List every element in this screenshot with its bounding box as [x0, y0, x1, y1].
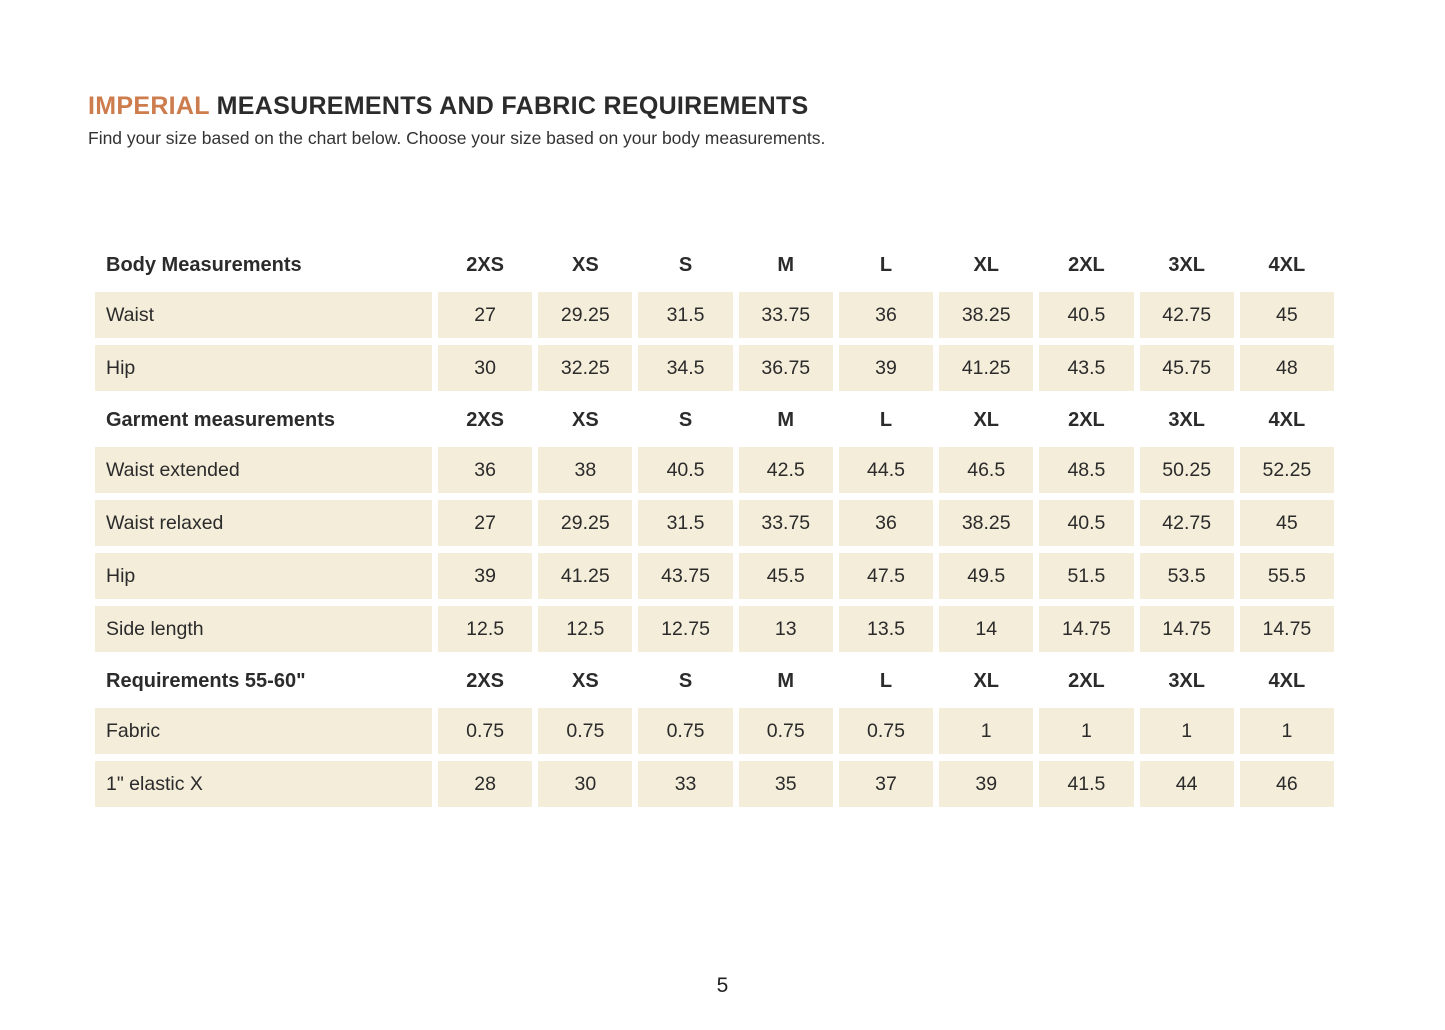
table-row [95, 553, 1334, 599]
value-cell: 50.25 [1140, 447, 1234, 493]
size-column-header: M [777, 254, 795, 276]
value-cell: 48 [1240, 345, 1334, 391]
value-cell: 39 [939, 761, 1033, 807]
value-cell: 40.5 [638, 447, 732, 493]
value-cell: 14.75 [1240, 606, 1334, 652]
size-column-header: XS [571, 409, 599, 431]
value-cell: 46.5 [939, 447, 1033, 493]
value-cell: 12.5 [538, 606, 632, 652]
value-cell: 40.5 [1039, 500, 1133, 546]
value-cell: 30 [538, 761, 632, 807]
section-header-row [95, 407, 1334, 433]
value-cell: 41.25 [939, 345, 1033, 391]
value-cell: 33.75 [739, 292, 833, 338]
value-cell: 45 [1240, 500, 1334, 546]
value-cell: 1 [1039, 708, 1133, 754]
value-cell: 45.75 [1140, 345, 1234, 391]
section-header-label: Body Measurements [106, 254, 302, 276]
value-cell: 52.25 [1240, 447, 1334, 493]
value-cell: 29.25 [538, 292, 632, 338]
size-column-header: 2XL [1068, 670, 1105, 692]
value-cell: 1 [939, 708, 1033, 754]
value-cell: 0.75 [739, 708, 833, 754]
value-cell: 38.25 [939, 292, 1033, 338]
value-cell: 31.5 [638, 500, 732, 546]
value-cell: 13 [739, 606, 833, 652]
value-cell: 27 [438, 292, 532, 338]
size-column-header: L [879, 409, 893, 431]
value-cell: 28 [438, 761, 532, 807]
size-column-header: S [678, 254, 693, 276]
value-cell: 55.5 [1240, 553, 1334, 599]
value-cell: 33 [638, 761, 732, 807]
document-header [88, 92, 1358, 149]
size-column-header: XS [571, 254, 599, 276]
size-column-header: M [777, 670, 795, 692]
page-subtitle: Find your size based on the chart below. Choose your size based on your body measurements. [88, 128, 826, 148]
value-cell: 12.75 [638, 606, 732, 652]
row-label: Hip [95, 345, 432, 391]
value-cell: 0.75 [438, 708, 532, 754]
size-column-header: XS [571, 670, 599, 692]
size-column-header: 4XL [1268, 254, 1306, 276]
value-cell: 1 [1140, 708, 1234, 754]
value-cell: 51.5 [1039, 553, 1133, 599]
value-cell: 13.5 [839, 606, 933, 652]
value-cell: 41.5 [1039, 761, 1133, 807]
value-cell: 32.25 [538, 345, 632, 391]
value-cell: 0.75 [538, 708, 632, 754]
size-column-header: XL [973, 254, 999, 276]
value-cell: 14 [939, 606, 1033, 652]
page-title-rest: MEASUREMENTS AND FABRIC REQUIREMENTS [216, 92, 809, 120]
size-column-header: 4XL [1268, 670, 1306, 692]
value-cell: 41.25 [538, 553, 632, 599]
size-column-header: 3XL [1168, 670, 1205, 692]
size-column-header: M [777, 409, 795, 431]
value-cell: 53.5 [1140, 553, 1234, 599]
value-cell: 43.5 [1039, 345, 1133, 391]
table-row [95, 447, 1334, 493]
size-column-header: L [879, 254, 893, 276]
value-cell: 36 [839, 500, 933, 546]
value-cell: 42.75 [1140, 292, 1234, 338]
value-cell: 38 [538, 447, 632, 493]
value-cell: 36 [839, 292, 933, 338]
value-cell: 43.75 [638, 553, 732, 599]
value-cell: 1 [1240, 708, 1334, 754]
section-header-row [95, 668, 1334, 694]
page-title [88, 92, 1358, 121]
page-number: 5 [716, 974, 729, 997]
value-cell: 29.25 [538, 500, 632, 546]
value-cell: 42.5 [739, 447, 833, 493]
table-row [95, 606, 1334, 652]
table-row [95, 500, 1334, 546]
row-label: Waist [95, 292, 432, 338]
section-header-label: Requirements 55-60" [106, 670, 306, 692]
table-row [95, 761, 1334, 807]
value-cell: 45.5 [739, 553, 833, 599]
value-cell: 44 [1140, 761, 1234, 807]
section-header-row [95, 252, 1334, 278]
size-column-header: 2XS [466, 670, 505, 692]
value-cell: 42.75 [1140, 500, 1234, 546]
size-column-header: 2XS [466, 409, 505, 431]
value-cell: 48.5 [1039, 447, 1133, 493]
table-row [95, 292, 1334, 338]
row-label: 1" elastic X [95, 761, 432, 807]
value-cell: 34.5 [638, 345, 732, 391]
table-row [95, 345, 1334, 391]
size-column-header: XL [973, 670, 999, 692]
value-cell: 38.25 [939, 500, 1033, 546]
size-column-header: S [678, 670, 693, 692]
value-cell: 36.75 [739, 345, 833, 391]
value-cell: 27 [438, 500, 532, 546]
size-column-header: XL [973, 409, 999, 431]
section-header-label: Garment measurements [106, 409, 335, 431]
size-column-header: L [879, 670, 893, 692]
value-cell: 14.75 [1140, 606, 1234, 652]
size-column-header: 2XL [1068, 254, 1105, 276]
size-column-header: 2XS [466, 254, 505, 276]
row-label: Fabric [95, 708, 432, 754]
value-cell: 45 [1240, 292, 1334, 338]
value-cell: 12.5 [438, 606, 532, 652]
size-column-header: 3XL [1168, 409, 1205, 431]
value-cell: 33.75 [739, 500, 833, 546]
size-column-header: 4XL [1268, 409, 1306, 431]
value-cell: 37 [839, 761, 933, 807]
value-cell: 44.5 [839, 447, 933, 493]
value-cell: 14.75 [1039, 606, 1133, 652]
value-cell: 47.5 [839, 553, 933, 599]
table-row [95, 708, 1334, 754]
size-chart-table [95, 252, 1334, 814]
row-label: Waist extended [95, 447, 432, 493]
value-cell: 35 [739, 761, 833, 807]
value-cell: 30 [438, 345, 532, 391]
value-cell: 0.75 [638, 708, 732, 754]
value-cell: 39 [438, 553, 532, 599]
value-cell: 36 [438, 447, 532, 493]
row-label: Waist relaxed [95, 500, 432, 546]
value-cell: 0.75 [839, 708, 933, 754]
size-column-header: S [678, 409, 693, 431]
value-cell: 49.5 [939, 553, 1033, 599]
page-title-accent: IMPERIAL [88, 92, 210, 120]
value-cell: 39 [839, 345, 933, 391]
value-cell: 46 [1240, 761, 1334, 807]
value-cell: 40.5 [1039, 292, 1133, 338]
size-column-header: 3XL [1168, 254, 1205, 276]
size-column-header: 2XL [1068, 409, 1105, 431]
value-cell: 31.5 [638, 292, 732, 338]
row-label: Side length [95, 606, 432, 652]
row-label: Hip [95, 553, 432, 599]
